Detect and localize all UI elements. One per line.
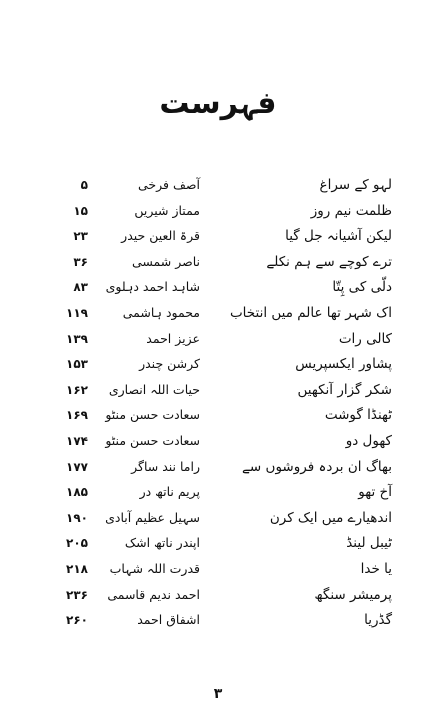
story-page: ۱۵ — [73, 203, 88, 218]
story-page: ۱۸۵ — [66, 485, 88, 500]
toc-row — [0, 530, 436, 556]
toc-row — [0, 479, 436, 505]
story-author: سعادت حسن منٹو — [105, 432, 200, 448]
story-title: گڈریا — [364, 612, 392, 629]
story-author: راما نند ساگر — [131, 458, 200, 474]
story-page: ۳۶ — [73, 254, 88, 269]
story-author: حیات اللہ انصاری — [108, 381, 200, 397]
story-page: ۱۶۲ — [66, 382, 88, 397]
story-page: ۱۷۷ — [66, 459, 88, 474]
story-author: احمد ندیم قاسمی — [107, 586, 200, 602]
toc-row — [0, 249, 436, 275]
toc-row — [0, 607, 436, 633]
toc-row — [0, 351, 436, 377]
story-author: کرشن چندر — [139, 356, 200, 372]
story-title: آخ تھو — [358, 484, 392, 501]
story-page: ۱۷۴ — [66, 433, 88, 448]
story-page: ۲۳ — [73, 229, 88, 244]
story-title: اندھیارے میں ایک کرن — [269, 509, 392, 526]
toc-row — [0, 428, 436, 454]
page-title: فہرست — [159, 86, 277, 121]
story-title: یا خدا — [360, 560, 392, 577]
story-title: اک شہر تھا عالم میں انتخاب — [229, 304, 392, 321]
toc-row — [0, 402, 436, 428]
toc-row — [0, 377, 436, 403]
toc-row — [0, 274, 436, 300]
story-title: ٹیبل لینڈ — [346, 535, 392, 552]
story-title: ترے کوچے سے ہم نکلے — [266, 253, 392, 270]
story-page: ۱۵۳ — [66, 357, 88, 372]
story-title: لہو کے سراغ — [319, 177, 392, 193]
story-title: کھول دو — [345, 432, 392, 449]
story-page: ۲۶۰ — [66, 613, 88, 628]
story-author: قرۃ العین حیدر — [121, 228, 200, 244]
story-author: شاہد احمد دہلوی — [105, 279, 200, 295]
toc-row — [0, 556, 436, 582]
story-author: پریم ناتھ در — [139, 484, 200, 500]
story-author: سعادت حسن منٹو — [105, 407, 200, 423]
story-author: آصف فرخی — [137, 177, 200, 192]
story-author: اپندر ناتھ اشک — [124, 535, 200, 551]
story-title: دلّی کی پِتّا — [332, 279, 392, 296]
story-title: کالی رات — [338, 330, 392, 347]
story-page: ۸۳ — [73, 280, 88, 295]
story-author: اشفاق احمد — [137, 612, 200, 628]
story-page: ۱۱۹ — [66, 305, 88, 320]
toc-row — [0, 505, 436, 531]
story-title: پرمیشر سنگھ — [314, 586, 392, 603]
table-of-contents — [0, 172, 436, 633]
story-page: ۱۳۹ — [66, 331, 88, 346]
story-page: ۱۶۹ — [66, 408, 88, 423]
story-title: لیکن آشیانہ جل گیا — [285, 228, 392, 245]
story-author: محمود ہاشمی — [122, 304, 200, 320]
story-page: ۲۰۵ — [66, 536, 88, 551]
toc-row — [0, 300, 436, 326]
story-page: ۵ — [80, 178, 88, 192]
story-title: پشاور ایکسپریس — [295, 356, 392, 373]
story-title: بھاگ ان بردہ فروشوں سے — [242, 458, 392, 475]
story-page: ۱۹۰ — [66, 510, 88, 525]
toc-row — [0, 582, 436, 608]
toc-row — [0, 198, 436, 224]
story-page: ۲۱۸ — [66, 561, 88, 576]
story-author: سہیل عظیم آبادی — [105, 509, 200, 525]
story-page: ۲۳۶ — [66, 587, 88, 602]
story-author: ناصر شمسی — [131, 253, 200, 269]
story-title: ٹھنڈا گوشت — [324, 407, 392, 424]
story-author: ممتاز شیریں — [134, 202, 200, 218]
toc-row — [0, 454, 436, 480]
story-title: ظلمت نیم روز — [310, 202, 392, 219]
toc-row — [0, 326, 436, 352]
story-author: عزیز احمد — [146, 330, 200, 346]
story-author: قدرت اللہ شہاب — [109, 560, 200, 576]
page-number: ۳ — [213, 686, 223, 702]
toc-row — [0, 172, 436, 198]
toc-row — [0, 223, 436, 249]
story-title: شکر گزار آنکھیں — [297, 381, 392, 398]
